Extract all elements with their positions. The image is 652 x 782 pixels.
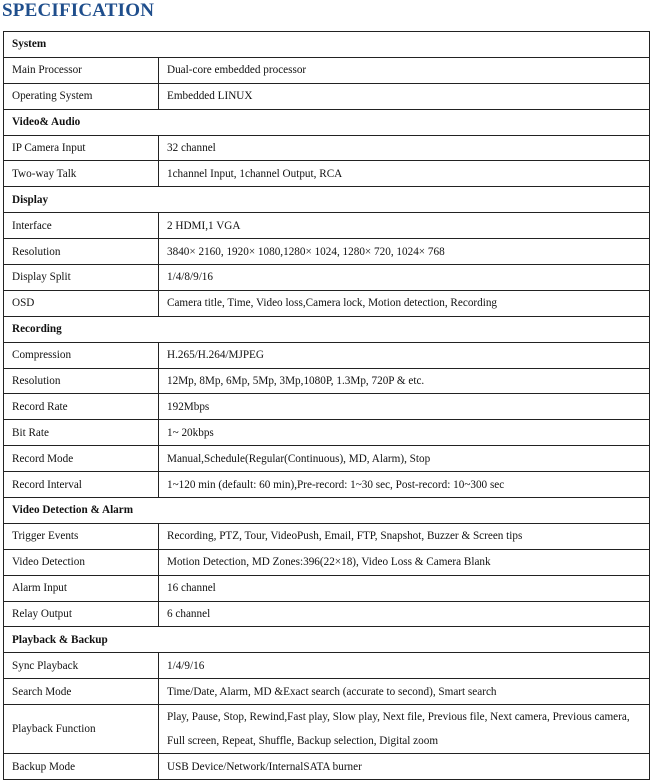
spec-row: [4, 653, 650, 679]
spec-value: USB Device/Network/InternalSATA burner: [159, 754, 650, 780]
spec-value: Play, Pause, Stop, Rewind,Fast play, Slow play, Next file, Previous file, Next camera, Previous camera, Full screen, Repeat, Shuffle, Backup selection, Digital zoom: [159, 705, 650, 754]
spec-row: [4, 239, 650, 265]
spec-label: Bit Rate: [4, 420, 159, 446]
spec-value: 1~ 20kbps: [159, 420, 650, 446]
spec-value: Manual,Schedule(Regular(Continuous), MD, Alarm), Stop: [159, 446, 650, 472]
spec-row: [4, 342, 650, 368]
spec-value: 3840× 2160, 1920× 1080,1280× 1024, 1280× 720, 1024× 768: [159, 239, 650, 265]
section-title: Recording: [4, 316, 650, 342]
spec-row: [4, 523, 650, 549]
spec-label: Main Processor: [4, 57, 159, 83]
spec-row: [4, 135, 650, 161]
spec-label: Record Rate: [4, 394, 159, 420]
spec-label: Record Mode: [4, 446, 159, 472]
spec-label: Operating System: [4, 83, 159, 109]
spec-value: Motion Detection, MD Zones:396(22×18), Video Loss & Camera Blank: [159, 549, 650, 575]
spec-row: [4, 394, 650, 420]
specification-table: [3, 31, 650, 780]
section-header-row: [4, 109, 650, 135]
spec-row: [4, 368, 650, 394]
spec-row: [4, 83, 650, 109]
spec-row: [4, 446, 650, 472]
section-header-row: [4, 187, 650, 213]
spec-row: [4, 57, 650, 83]
spec-label: Relay Output: [4, 601, 159, 627]
spec-label: OSD: [4, 290, 159, 316]
spec-row: [4, 575, 650, 601]
spec-value: Time/Date, Alarm, MD &Exact search (accurate to second), Smart search: [159, 679, 650, 705]
spec-label: Alarm Input: [4, 575, 159, 601]
spec-label: Playback Function: [4, 705, 159, 754]
spec-row: [4, 601, 650, 627]
spec-label: Video Detection: [4, 549, 159, 575]
spec-label: Trigger Events: [4, 523, 159, 549]
section-title: Playback & Backup: [4, 627, 650, 653]
spec-value: 16 channel: [159, 575, 650, 601]
section-title: System: [4, 32, 650, 58]
spec-label: Sync Playback: [4, 653, 159, 679]
spec-value: 1/4/9/16: [159, 653, 650, 679]
spec-value: Camera title, Time, Video loss,Camera lock, Motion detection, Recording: [159, 290, 650, 316]
spec-label: Resolution: [4, 239, 159, 265]
spec-value: 1~120 min (default: 60 min),Pre-record: 1~30 sec, Post-record: 10~300 sec: [159, 472, 650, 498]
section-header-row: [4, 627, 650, 653]
section-header-row: [4, 32, 650, 58]
spec-row: [4, 213, 650, 239]
spec-row: [4, 705, 650, 754]
spec-row: [4, 679, 650, 705]
spec-row: [4, 290, 650, 316]
section-title: Video Detection & Alarm: [4, 498, 650, 524]
spec-value: 12Mp, 8Mp, 6Mp, 5Mp, 3Mp,1080P, 1.3Mp, 720P & etc.: [159, 368, 650, 394]
spec-value: 1channel Input, 1channel Output, RCA: [159, 161, 650, 187]
spec-row: [4, 472, 650, 498]
specification-table-body: [4, 32, 650, 780]
spec-value: 2 HDMI,1 VGA: [159, 213, 650, 239]
spec-value: 6 channel: [159, 601, 650, 627]
spec-label: Compression: [4, 342, 159, 368]
spec-value: Recording, PTZ, Tour, VideoPush, Email, FTP, Snapshot, Buzzer & Screen tips: [159, 523, 650, 549]
spec-value: Embedded LINUX: [159, 83, 650, 109]
section-header-row: [4, 498, 650, 524]
spec-value: H.265/H.264/MJPEG: [159, 342, 650, 368]
spec-label: Search Mode: [4, 679, 159, 705]
spec-label: IP Camera Input: [4, 135, 159, 161]
spec-label: Display Split: [4, 265, 159, 291]
spec-value: 1/4/8/9/16: [159, 265, 650, 291]
spec-row: [4, 161, 650, 187]
page-title: SPECIFICATION: [2, 0, 155, 21]
spec-label: Record Interval: [4, 472, 159, 498]
spec-row: [4, 265, 650, 291]
spec-label: Two-way Talk: [4, 161, 159, 187]
spec-value: 32 channel: [159, 135, 650, 161]
spec-row: [4, 420, 650, 446]
spec-label: Resolution: [4, 368, 159, 394]
spec-row: [4, 549, 650, 575]
section-title: Display: [4, 187, 650, 213]
spec-value: 192Mbps: [159, 394, 650, 420]
spec-label: Backup Mode: [4, 754, 159, 780]
section-title: Video& Audio: [4, 109, 650, 135]
section-header-row: [4, 316, 650, 342]
spec-row: [4, 754, 650, 780]
spec-label: Interface: [4, 213, 159, 239]
spec-value: Dual-core embedded processor: [159, 57, 650, 83]
